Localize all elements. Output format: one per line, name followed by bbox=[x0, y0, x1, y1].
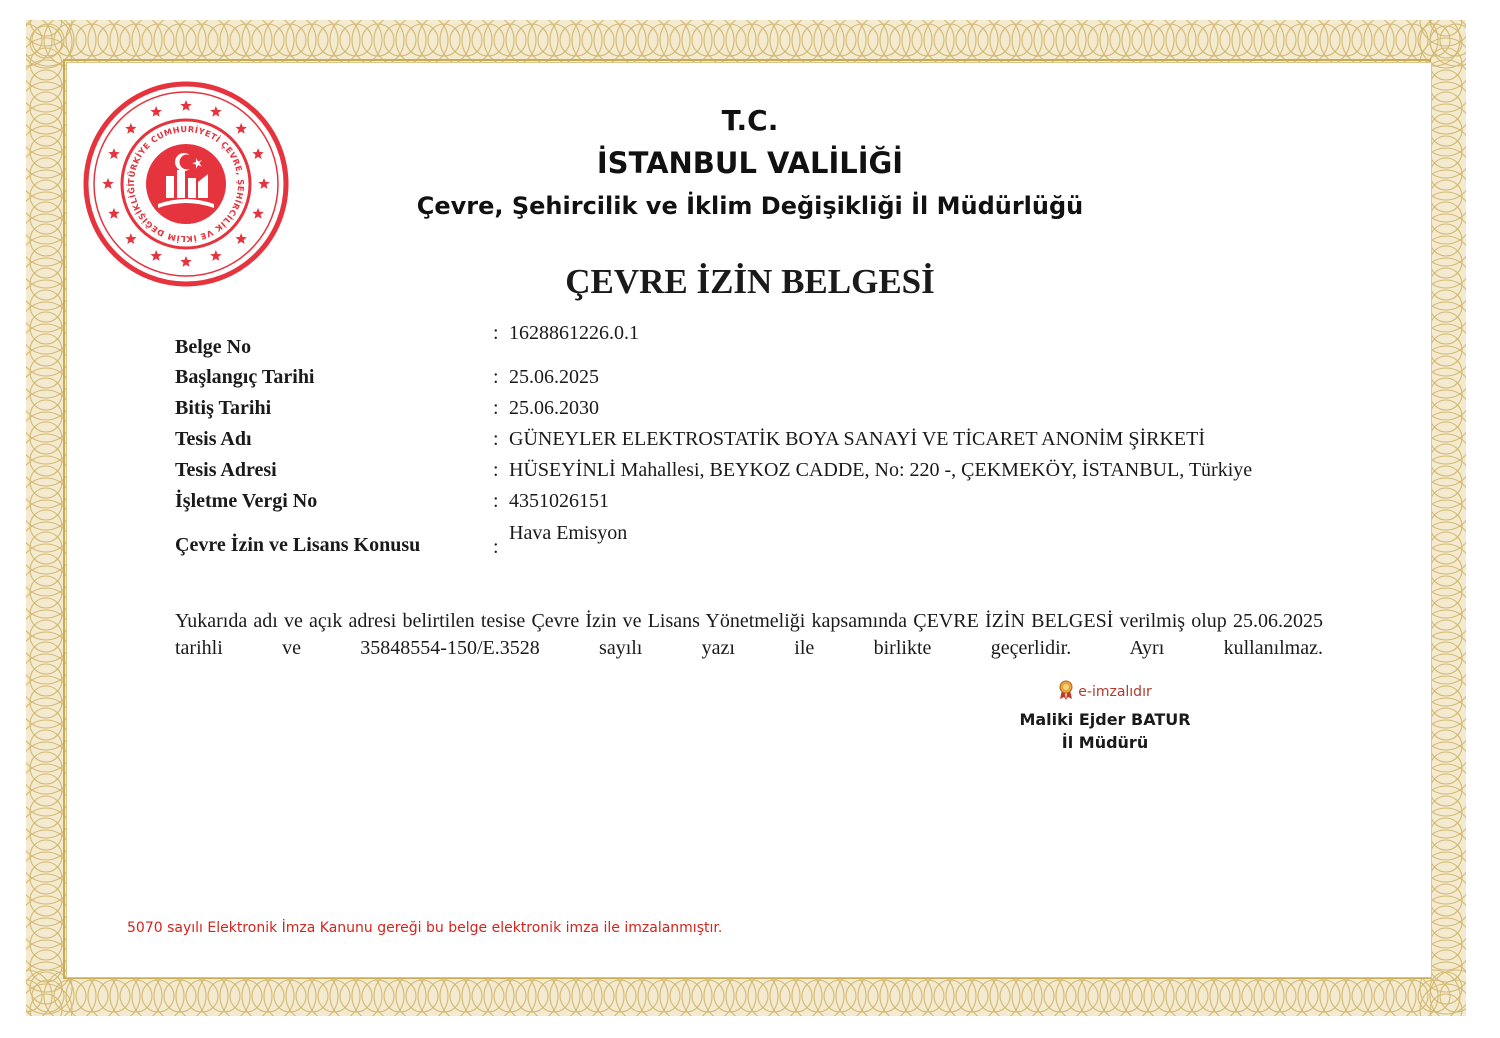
header-tc: T.C. bbox=[721, 104, 779, 137]
footer-legal-note: 5070 sayılı Elektronik İmza Kanunu gereği bu belge elektronik imza ile imzalanmıştır. bbox=[127, 920, 723, 936]
header-governorship: İSTANBUL VALİLİĞİ bbox=[596, 146, 904, 180]
field-separator: : bbox=[493, 322, 499, 344]
field-separator: : bbox=[493, 459, 499, 481]
field-value: 1628861226.0.1 bbox=[509, 322, 639, 344]
document-title: ÇEVRE İZİN BELGESİ bbox=[565, 262, 935, 301]
e-signature-label: e-imzalıdır bbox=[1078, 684, 1152, 700]
signature-block bbox=[1010, 680, 1200, 752]
signer-name: Maliki Ejder BATUR bbox=[1019, 710, 1191, 729]
seal-star bbox=[125, 123, 136, 134]
seal-star bbox=[150, 106, 161, 117]
ministry-seal-logo bbox=[82, 80, 290, 288]
signer-title: İl Müdürü bbox=[1061, 733, 1149, 752]
field-label: Tesis Adresi bbox=[175, 459, 277, 481]
validity-paragraph: Yukarıda adı ve açık adresi belirtilen tesise Çevre İzin ve Lisans Yönetmeliği kapsamında ÇEVRE İZİN BELGESİ verilmiş olup 25.06.2025 tarihli ve 35848554-150/E.3528 sayılı yazı ile birlikte geçerlidir. Ayrı kullanılmaz. bbox=[175, 610, 1323, 659]
field-label: İşletme Vergi No bbox=[175, 490, 318, 512]
seal-star bbox=[125, 233, 136, 244]
seal-star bbox=[210, 250, 221, 261]
field-label: Tesis Adı bbox=[175, 428, 252, 450]
seal-star bbox=[252, 148, 263, 159]
seal-star bbox=[150, 250, 161, 261]
field-separator: : bbox=[493, 428, 499, 450]
svg-text:TÜRKİYE CUMHURİYETİ ÇEVRE, ŞEH: TÜRKİYE CUMHURİYETİ ÇEVRE, ŞEHİRCİLİK VE İKLİM DEĞİŞİKLİĞİ bbox=[125, 123, 247, 245]
e-signature-badge bbox=[1010, 680, 1200, 704]
field-value: 25.06.2030 bbox=[509, 397, 599, 419]
field-separator: : bbox=[493, 490, 499, 512]
seal-star bbox=[258, 178, 269, 189]
field-value: GÜNEYLER ELEKTROSTATİK BOYA SANAYİ VE TİCARET ANONİM ŞİRKETİ bbox=[509, 428, 1205, 450]
field-value: HÜSEYİNLİ Mahallesi, BEYKOZ CADDE, No: 220 -, ÇEKMEKÖY, İSTANBUL, Türkiye bbox=[509, 459, 1253, 481]
seal-star bbox=[108, 148, 119, 159]
seal-star bbox=[235, 123, 246, 134]
seal-star bbox=[252, 208, 263, 219]
field-separator: : bbox=[493, 536, 499, 558]
ribbon-icon bbox=[1058, 680, 1074, 704]
seal-star bbox=[210, 106, 221, 117]
field-separator: : bbox=[493, 397, 499, 419]
field-value: 4351026151 bbox=[509, 490, 609, 512]
seal-star bbox=[108, 208, 119, 219]
field-value: 25.06.2025 bbox=[509, 366, 599, 388]
header-directorate: Çevre, Şehircilik ve İklim Değişikliği İl Müdürlüğü bbox=[416, 192, 1084, 220]
seal-star bbox=[102, 178, 113, 189]
field-value: Hava Emisyon bbox=[509, 522, 628, 544]
field-label: Çevre İzin ve Lisans Konusu bbox=[175, 534, 421, 556]
seal-star bbox=[180, 256, 191, 267]
field-label: Belge No bbox=[175, 336, 252, 358]
field-separator: : bbox=[493, 366, 499, 388]
field-label: Bitiş Tarihi bbox=[175, 397, 272, 419]
seal-star bbox=[235, 233, 246, 244]
seal-star bbox=[180, 100, 191, 111]
field-label: Başlangıç Tarihi bbox=[175, 366, 315, 388]
